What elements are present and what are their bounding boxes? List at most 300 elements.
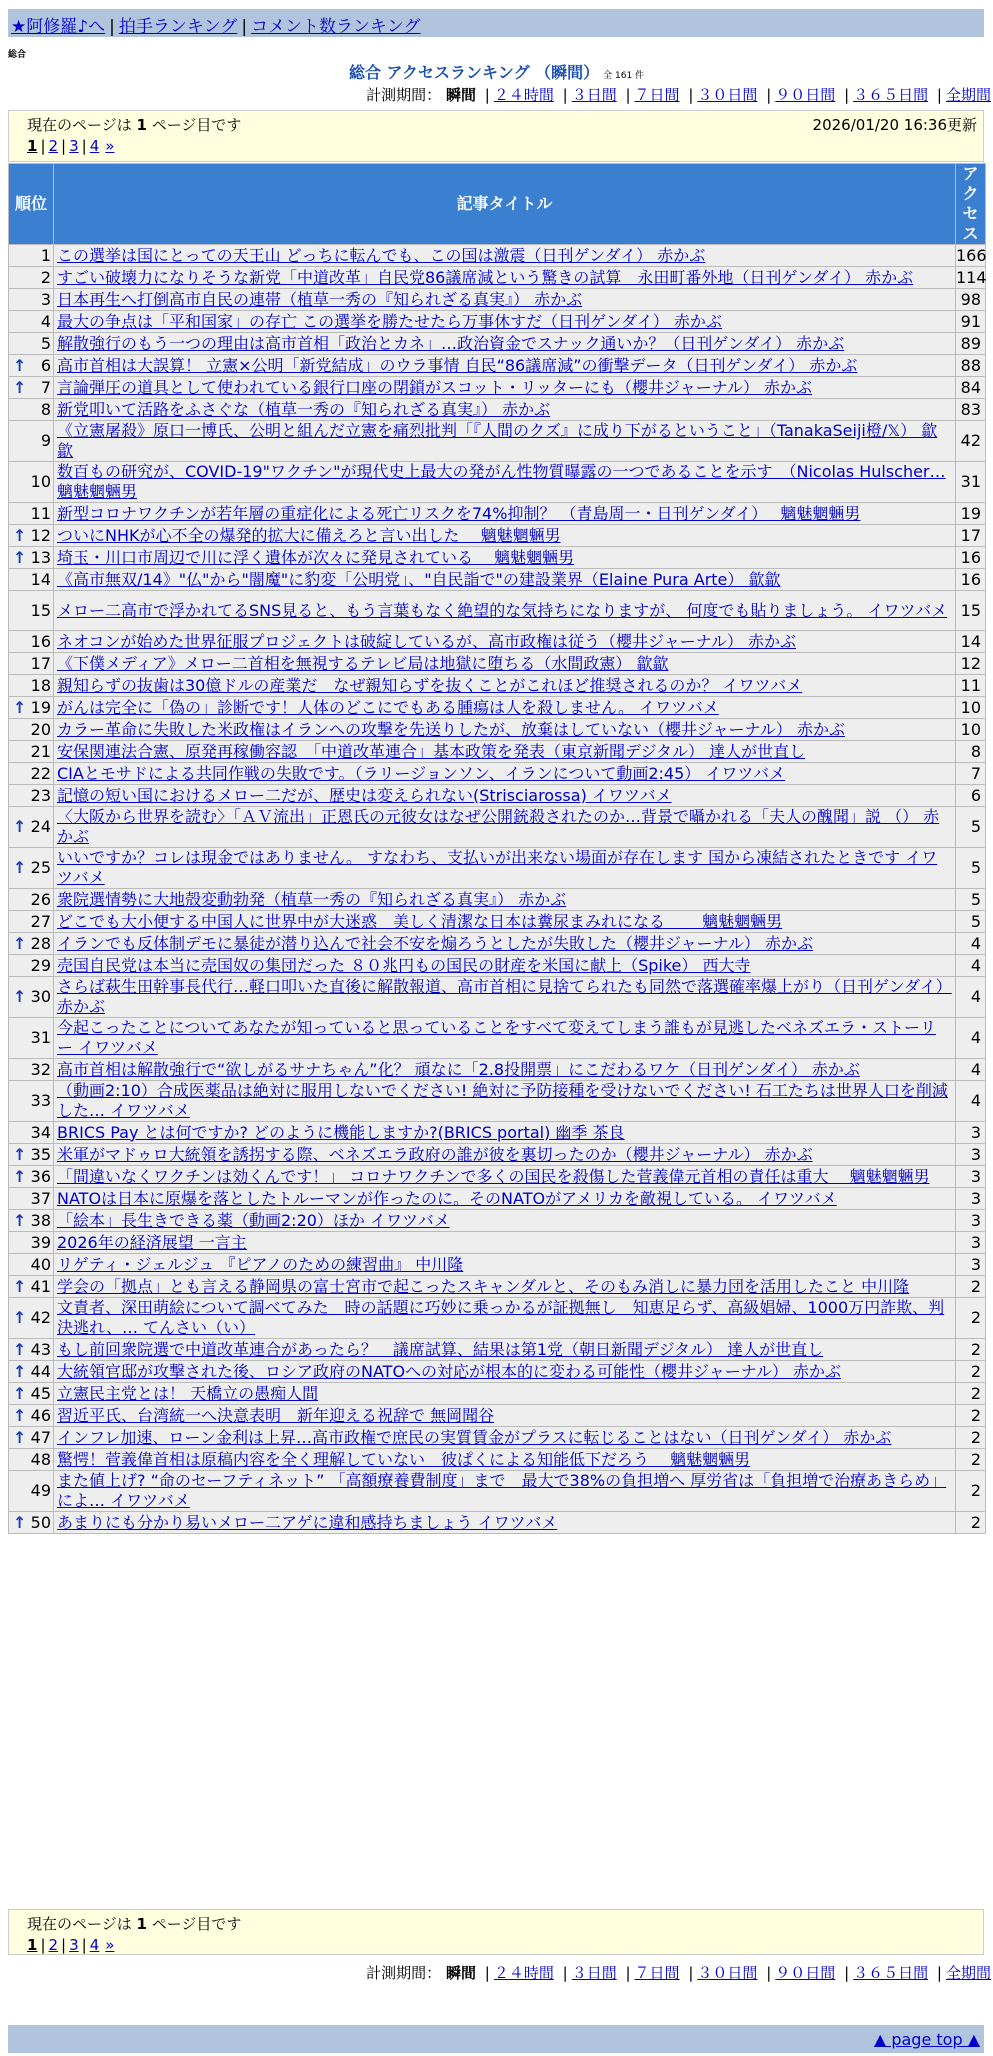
page-3-link[interactable]: 3 [69,137,79,155]
article-link[interactable]: 習近平氏、台湾統一へ決意表明 新年迎える祝辞で 無岡聞谷 [57,1405,495,1425]
title-cell [54,333,956,355]
table-row [9,355,986,377]
rank-cell [9,525,54,547]
current-page-post: ページ目です [146,116,242,134]
article-link[interactable]: もし前回衆院選で中道改革連合があったら？ 議席試算、結果は第1党（朝日新聞デジタル） 達人が世直し [57,1339,824,1359]
rank-cell [9,311,54,333]
table-row [9,1081,986,1122]
article-link[interactable]: どこでも大小便する中国人に世界中が大迷惑 美しく清潔な日本は糞尿まみれになる 魑魅魍魎男 [57,911,783,931]
page-3-link[interactable]: 3 [69,1936,79,1954]
period-30d[interactable]: ３０日間 [697,86,758,104]
article-link[interactable]: カラー革命に失敗した米政権はイランへの攻撃を先送りしたが、放棄はしていない（櫻井ジャーナル） 赤かぶ [57,719,845,739]
rank-up-arrow-icon: ↑ [13,933,27,953]
period-90d[interactable]: ９０日間 [775,86,836,104]
article-link[interactable]: 高市首相は解散強行で“欲しがるサナちゃん”化？ 頑なに「2.8投開票」にこだわるワケ（日刊ゲンダイ） 赤かぶ [57,1059,860,1079]
article-link[interactable]: 《下僕メディア》メロー二首相を無視するテレビ局は地獄に堕ちる（水間政憲） 歙歙 [57,653,669,673]
rank-cell [9,763,54,785]
rank-cell [9,955,54,977]
table-row [9,955,986,977]
rank-number: 42 [30,1308,51,1327]
access-count: 91 [956,311,986,333]
title-cell [54,1276,956,1298]
table-row [9,1232,986,1254]
title-cell [54,267,956,289]
title-cell [54,1405,956,1427]
rank-cell [9,653,54,675]
rank-up-arrow-icon: ↑ [13,1308,27,1327]
pager-top [8,110,984,162]
rank-up-arrow-icon: ↑ [13,1339,27,1359]
table-row [9,631,986,653]
article-link[interactable]: 数百もの研究が、COVID-19"ワクチン"が現代史上最大の発がん性物質曝露の一つであることを示す （Nicolas Hulscher… 魑魅魍魎男 [57,462,946,501]
page-4-link[interactable]: 4 [89,137,100,155]
title-cell [54,355,956,377]
home-link[interactable]: ★阿修羅♪へ [11,17,106,37]
access-count: 2 [956,1427,986,1449]
page-title [0,60,993,83]
rank-number: 21 [30,741,51,761]
title-cell [54,848,956,889]
separator: | [625,1964,631,1982]
separator: | [936,86,942,104]
access-count: 6 [956,785,986,807]
separator: | [844,1964,850,1982]
period-7d[interactable]: ７日間 [634,1964,680,1982]
page-2-link[interactable]: 2 [48,1936,59,1954]
table-row [9,1166,986,1188]
page-links [27,137,983,155]
title-cell [54,911,956,933]
access-count: 7 [956,763,986,785]
table-row [9,1144,986,1166]
title-cell [54,289,956,311]
access-count: 3 [956,1166,986,1188]
separator: | [61,137,67,155]
rank-number: 33 [30,1091,51,1110]
table-row [9,1512,986,1534]
access-count: 2 [956,1339,986,1361]
rank-number: 13 [30,547,51,567]
current-page-post: ページ目です [146,1915,242,1933]
rank-cell [9,547,54,569]
access-count: 10 [956,697,986,719]
footer-bar [8,2025,984,2053]
title-cell [54,933,956,955]
access-count: 15 [956,591,986,631]
rank-up-arrow-icon: ↑ [13,817,27,836]
header-rank: 順位 [9,164,54,245]
period-all[interactable]: 全期間 [945,86,991,104]
title-cell [54,1018,956,1059]
rank-cell [9,1339,54,1361]
title-cell [54,1059,956,1081]
pager-bottom [8,1909,984,1955]
rank-cell [9,1254,54,1276]
rank-cell [9,1122,54,1144]
separator: | [40,1936,46,1954]
rank-number: 44 [30,1361,51,1381]
access-count: 31 [956,462,986,503]
title-cell [54,763,956,785]
period-7d[interactable]: ７日間 [634,86,680,104]
article-link[interactable]: 学会の「拠点」とも言える静岡県の富士宮市で起こったスキャンダルと、そのもみ消しに暴力団を活用したこと 中川隆 [57,1276,910,1296]
table-row [9,421,986,462]
title-cell [54,547,956,569]
access-count: 4 [956,977,986,1018]
rank-number: 31 [30,1028,51,1047]
access-count: 2 [956,1276,986,1298]
rank-cell [9,1166,54,1188]
rank-up-arrow-icon: ↑ [13,1427,27,1447]
table-row [9,1059,986,1081]
period-current: 瞬間 [445,1964,476,1982]
title-cell [54,785,956,807]
title-cell [54,1427,956,1449]
article-link[interactable]: 〈大阪から世界を読む〉「ＡＶ流出」正恩氏の元彼女はなぜ公開銃殺されたのか…背景で囁かれる「夫人の醜聞」説 （） 赤かぶ [57,807,940,846]
title-cell [54,591,956,631]
rank-number: 27 [30,911,51,931]
rank-number: 11 [30,503,51,523]
article-link[interactable]: （動画2:10）合成医薬品は絶対に服用しないでください! 絶対に予防接種を受けないでください! 石工たちは世界人口を削減した… イワツバメ [57,1081,948,1120]
table-row [9,697,986,719]
rank-up-arrow-icon: ↑ [13,1276,27,1296]
table-row [9,1471,986,1512]
title-cell [54,741,956,763]
article-link[interactable]: NATOは日本に原爆を落としたトルーマンが作ったのに。そのNATOがアメリカを敵視している。 イワツバメ [57,1188,837,1208]
separator: | [562,1964,568,1982]
title-cell [54,1339,956,1361]
table-row [9,889,986,911]
rank-up-arrow-icon: ↑ [13,547,27,567]
access-count: 2 [956,1449,986,1471]
access-count: 3 [956,1144,986,1166]
table-row [9,848,986,889]
next-page-link[interactable]: » [105,1936,115,1954]
rank-number: 9 [40,431,51,450]
rank-up-arrow-icon: ↑ [13,1405,27,1425]
separator: | [241,17,248,37]
table-row [9,785,986,807]
period-24h[interactable]: ２４時間 [493,86,554,104]
article-link[interactable]: 今起こったことについてあなたが知っていると思っていることをすべて変えてしまう誰もが見逃したベネズエラ・ストーリー イワツバメ [57,1018,937,1057]
article-link[interactable]: 立憲民主党とは！ 天橋立の愚痴人間 [57,1383,319,1403]
article-link[interactable]: 文責者、深田萌絵について調べてみた 時の話題に巧妙に乗っかるが証拠無し 知恵足らず、高級娼婦、1000万円詐欺、判決逃れ、… てんさい（い） [57,1298,945,1337]
rank-up-arrow-icon: ↑ [13,1383,27,1403]
title-cell [54,1210,956,1232]
rank-number: 38 [30,1210,51,1230]
separator: | [766,86,772,104]
rank-up-arrow-icon: ↑ [13,355,27,375]
article-link[interactable]: イランでも反体制デモに暴徒が潜り込んで社会不安を煽ろうとしたが失敗した（櫻井ジャーナル） 赤かぶ [57,933,813,953]
rank-cell [9,977,54,1018]
period-365d[interactable]: ３６５日間 [853,1964,929,1982]
rank-number: 2 [40,267,51,287]
article-link[interactable]: この選挙は国にとっての天王山 どっちに転んでも、この国は激震（日刊ゲンダイ） 赤かぶ [57,245,706,265]
table-row [9,569,986,591]
rank-up-arrow-icon: ↑ [13,1361,27,1381]
period-current: 瞬間 [445,86,476,104]
table-row [9,1276,986,1298]
article-link[interactable]: 「間違いなくワクチンは効くんです！」 コロナワクチンで多くの国民を殺傷した菅義偉元首相の責任は重大 魑魅魍魎男 [57,1166,930,1186]
separator: | [40,137,46,155]
rank-cell [9,1144,54,1166]
access-count: 166 [956,245,987,265]
table-row [9,462,986,503]
table-row [9,245,986,267]
period-selector-bottom [366,1962,991,1983]
title-cell [54,311,956,333]
access-count: 4 [956,1081,986,1122]
page-2-link[interactable]: 2 [48,137,59,155]
period-3d[interactable]: ３日間 [571,86,617,104]
article-link[interactable]: BRICS Pay とは何ですか? どのように機能しますか?(BRICS portal) 幽季 茶良 [57,1122,625,1142]
separator: | [688,1964,694,1982]
article-link[interactable]: 安保関連法合憲、原発再稼働容認 「中道改革連合」基本政策を発表（東京新聞デジタル） 達人が世直し [57,741,806,761]
title-cell [54,1232,956,1254]
rank-number: 24 [30,817,51,836]
table-row [9,1298,986,1339]
rank-cell [9,569,54,591]
access-count: 10 [956,719,986,741]
title-cell [54,955,956,977]
article-link[interactable]: 親知らずの抜歯は30億ドルの産業だ なぜ親知らずを抜くことがこれほど推奨されるのか？ イワツバメ [57,675,803,695]
period-90d[interactable]: ９０日間 [775,1964,836,1982]
title-cell [54,1298,956,1339]
table-row [9,547,986,569]
period-24h[interactable]: ２４時間 [493,1964,554,1982]
rank-number: 40 [30,1254,51,1274]
article-link[interactable]: 記憶の短い国におけるメロー二だが、歴史は変えられない(Strisciarossa) イワツバメ [57,785,672,805]
rank-cell [9,911,54,933]
article-link[interactable]: がんは完全に「偽の」診断です！人体のどこにでもある腫瘍は人を殺しません。 イワツバメ [57,697,719,717]
title-cell [54,1144,956,1166]
rank-up-arrow-icon: ↑ [13,987,27,1006]
article-link[interactable]: いいですか？コレは現金ではありません。 すなわち、支払いが出来ない場面が存在します 国から凍結されたときです イワツバメ [57,848,938,887]
rank-number: 49 [30,1481,51,1500]
current-page-pre: 現在のページは [27,116,137,134]
article-link[interactable]: 売国自民党は本当に売国奴の集団だった ８０兆円もの国民の財産を米国に献上（Spike） 西大寺 [57,955,751,975]
rank-number: 4 [40,311,51,331]
access-count: 3 [956,1210,986,1232]
access-count: 88 [956,355,986,377]
rank-number: 20 [30,719,51,739]
title-cell [54,1471,956,1512]
title-cell [54,889,956,911]
access-count: 42 [956,421,986,462]
title-cell [54,1449,956,1471]
article-link[interactable]: 「絵本」長生きできる薬（動画2:20）ほか イワツバメ [57,1210,450,1230]
rank-cell [9,697,54,719]
rank-number: 45 [30,1383,51,1403]
table-row [9,1339,986,1361]
rank-number: 37 [30,1188,51,1208]
table-row [9,675,986,697]
table-row [9,525,986,547]
page-top-link[interactable]: ▲ page top ▲ [873,2030,980,2049]
separator: | [688,86,694,104]
rank-number: 17 [30,653,51,673]
period-label: 計測期間： [366,1964,442,1982]
table-row [9,719,986,741]
applause-ranking-link[interactable]: 拍手ランキング [118,17,238,37]
rank-cell [9,848,54,889]
rank-number: 50 [30,1512,51,1532]
article-link[interactable]: すごい破壊力になりそうな新党「中道改革」自民党86議席減という驚きの試算 永田町番外地（日刊ゲンダイ） 赤かぶ [57,267,914,287]
title-cell [54,1512,956,1534]
title-cell [54,977,956,1018]
rank-number: 25 [30,858,51,877]
access-count: 8 [956,741,986,763]
rank-number: 34 [30,1122,51,1142]
period-3d[interactable]: ３日間 [571,1964,617,1982]
title-cell [54,462,956,503]
article-link[interactable]: ネオコンが始めた世界征服プロジェクトは破綻しているが、高市政権は従う（櫻井ジャーナル） 赤かぶ [57,631,797,651]
table-row [9,267,986,289]
rank-cell [9,591,54,631]
title-cell [54,719,956,741]
rank-number: 22 [30,763,51,783]
table-row [9,763,986,785]
table-row [9,289,986,311]
article-link[interactable]: 米軍がマドゥロ大統領を誘拐する際、ベネズエラ政府の誰が彼を裏切ったのか（櫻井ジャーナル） 赤かぶ [57,1144,813,1164]
table-row [9,1427,986,1449]
access-count: 89 [956,333,986,355]
article-link[interactable]: また値上げ? “命のセーフティネット” 「高額療養費制度」まで 最大で38%の負担増へ 厚労省は「負担増で治療あきらめ」によ… イワツバメ [57,1471,947,1510]
updated-timestamp: 2026/01/20 16:36更新 [812,116,977,134]
rank-number: 3 [40,289,51,309]
rank-cell [9,1449,54,1471]
rank-up-arrow-icon: ↑ [13,697,27,717]
article-link[interactable]: 最大の争点は「平和国家」の存亡 この選挙を勝たせたら万事休すだ（日刊ゲンダイ） 赤かぶ [57,311,722,331]
rank-cell [9,741,54,763]
table-row [9,1383,986,1405]
article-link[interactable]: 驚愕！菅義偉首相は原稿内容を全く理解していない 彼ぱくによる知能低下だろう 魑魅魍魎男 [57,1449,751,1469]
separator: | [81,137,87,155]
access-count: 5 [956,889,986,911]
rank-cell [9,399,54,421]
page-title-text: 総合 アクセスランキング （瞬間） [348,63,600,82]
article-link[interactable]: CIAとモサドによる共同作戦の失敗です。（ラリージョンソン、イランについて動画2:45） イワツバメ [57,763,786,783]
rank-cell [9,719,54,741]
article-link[interactable]: 高市首相は大誤算！ 立憲×公明「新党結成」のウラ事情 自民“86議席減”の衝撃データ（日刊ゲンダイ） 赤かぶ [57,355,858,375]
title-cell [54,697,956,719]
article-link[interactable]: 大統領官邸が攻撃された後、ロシア政府のNATOへの対応が根本的に変わる可能性（櫻井ジャーナル） 赤かぶ [57,1361,842,1381]
title-cell [54,1383,956,1405]
rank-number: 48 [30,1449,51,1469]
rank-number: 29 [30,955,51,975]
separator: | [844,86,850,104]
access-count: 11 [956,675,986,697]
article-link[interactable]: リゲティ・ジェルジュ 『ピアノのための練習曲』 中川隆 [57,1254,464,1274]
rank-cell [9,631,54,653]
article-link[interactable]: 新型コロナワクチンが若年層の重症化による死亡リスクを74%抑制？ （青島周一・日刊ゲンダイ） 魑魅魍魎男 [57,503,861,523]
rank-cell [9,333,54,355]
article-link[interactable]: 解散強行のもう一つの理由は高市首相「政治とカネ」…政治資金でスナック通いか？（日刊ゲンダイ） 赤かぶ [57,333,845,353]
separator: | [562,86,568,104]
title-cell [54,807,956,848]
article-link[interactable]: 新党叩いて活路をふさぐな（植草一秀の『知られざる真実』） 赤かぶ [57,399,551,419]
rank-cell [9,462,54,503]
rank-cell [9,1276,54,1298]
article-link[interactable]: 《高市無双/14》"仏"から"闇魔"に豹変「公明党」、"自民詣で"の建設業界（Elaine Pura Arte） 歙歙 [57,569,781,589]
rank-cell [9,267,54,289]
access-count: 4 [956,1059,986,1081]
article-link[interactable]: ついにNHKが心不全の爆発的拡大に備えろと言い出した 魑魅魍魎男 [57,525,561,545]
rank-cell [9,807,54,848]
period-365d[interactable]: ３６５日間 [853,86,929,104]
separator: | [61,1936,67,1954]
access-count: 84 [956,377,986,399]
rank-number: 41 [30,1276,51,1296]
rank-cell [9,675,54,697]
header-title: 記事タイトル [54,164,956,245]
separator: | [81,1936,87,1954]
rank-number: 30 [30,987,51,1006]
table-row [9,1122,986,1144]
access-count: 16 [956,547,986,569]
article-link[interactable]: 衆院選情勢に大地殻変動勃発（植草一秀の『知られざる真実』） 赤かぶ [57,889,567,909]
title-cell [54,377,956,399]
rank-cell [9,245,54,267]
table-row [9,1361,986,1383]
comment-ranking-link[interactable]: コメント数ランキング [251,17,421,37]
rank-up-arrow-icon: ↑ [13,858,27,877]
access-count: 16 [956,569,986,591]
article-link[interactable]: 日本再生へ打倒高市自民の連帯（植草一秀の『知られざる真実』） 赤かぶ [57,289,583,309]
table-row [9,311,986,333]
rank-cell [9,1405,54,1427]
period-30d[interactable]: ３０日間 [697,1964,758,1982]
article-link[interactable]: インフレ加速、ローン金利は上昇…高市政権で庶民の実質賃金がプラスに転じることはない（日刊ゲンダイ） 赤かぶ [57,1427,892,1447]
rank-number: 19 [30,697,51,717]
table-row [9,591,986,631]
table-row [9,807,986,848]
rank-number: 35 [30,1144,51,1164]
title-cell [54,1188,956,1210]
table-row [9,1405,986,1427]
rank-cell [9,1471,54,1512]
article-link[interactable]: あまりにも分かり易いメロー二アゲに違和感持ちましょう イワツバメ [57,1512,558,1532]
article-link[interactable]: 《立憲屠殺》原口一博氏、公明と組んだ立憲を痛烈批判「『人間のクズ』に成り下がるということ」（TanakaSeiji橙/𝕏） 歙歙 [57,421,938,460]
rank-number: 7 [40,377,51,397]
rank-up-arrow-icon: ↑ [13,1512,27,1532]
period-selector [366,84,991,105]
table-row [9,741,986,763]
article-link[interactable]: 埼玉・川口市周辺で川に浮く遺体が次々に発見されている 魑魅魍魎男 [57,547,575,567]
period-all[interactable]: 全期間 [945,1964,991,1982]
access-count: 114 [956,267,987,287]
page-4-link[interactable]: 4 [89,1936,100,1954]
title-cell [54,653,956,675]
article-link[interactable]: 2026年の経済展望 一言主 [57,1232,247,1252]
rank-cell [9,1081,54,1122]
rank-cell [9,421,54,462]
access-count: 2 [956,1471,986,1512]
next-page-link[interactable]: » [105,137,115,155]
rank-number: 47 [30,1427,51,1447]
rank-cell [9,1018,54,1059]
rank-number: 10 [30,472,51,491]
article-link[interactable]: メロー二高市で浮かれてるSNS見ると、もう言葉もなく絶望的な気持ちになりますが、 何度でも貼りましょう。 イワツバメ [57,600,948,620]
rank-number: 16 [30,631,51,651]
rank-cell [9,503,54,525]
table-row [9,333,986,355]
top-nav-bar [8,9,984,37]
access-count: 4 [956,1018,986,1059]
article-link[interactable]: 言論弾圧の道具として使われている銀行口座の閉鎖がスコット・リッターにも（櫻井ジャーナル） 赤かぶ [57,377,813,397]
access-count: 19 [956,503,986,525]
article-link[interactable]: さらば萩生田幹事長代行…軽口叩いた直後に解散報道、高市首相に見捨てられたも同然で落選確率爆上がり（日刊ゲンダイ） 赤かぶ [57,977,952,1016]
